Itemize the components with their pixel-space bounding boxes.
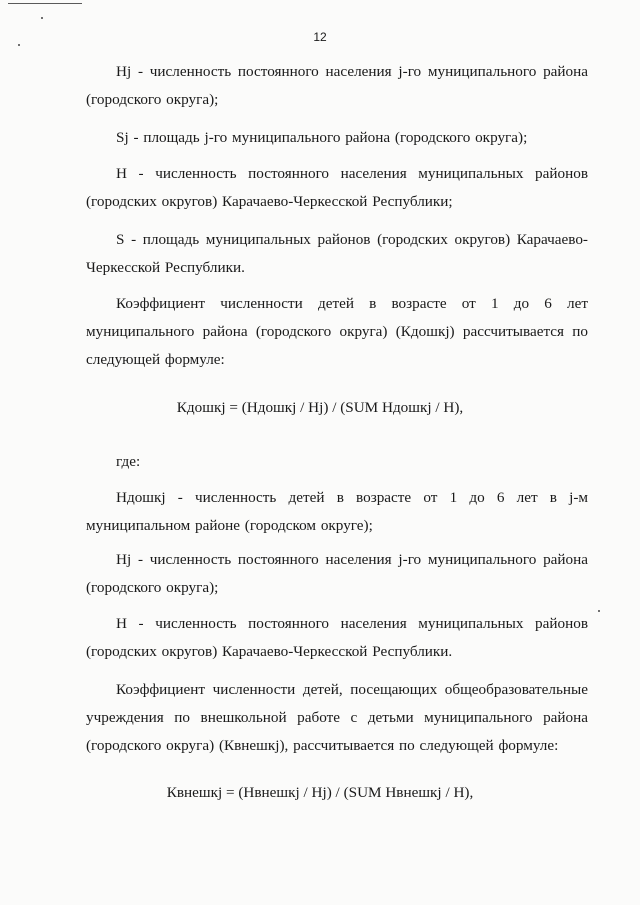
paragraph-h-definition: Н - численность постоянного населения муниципальных районов (городских округов) Карачаево-Черкесской Республики; [86,165,588,210]
paragraph-kvneshk-coefficient: Коэффициент численности детей, посещающих общеобразовательные учреждения по внешкольной работе с детьми муниципального района (городского округа) (Квнешкj), рассчитывается по следующей формуле: [86,681,588,754]
scan-artifact-dot [41,17,43,19]
formula-kdoshk: Кдошкj = (Ндошкj / Hj) / (SUM Ндошкj / Н), [176,399,464,416]
page-number: 12 [313,30,327,44]
scan-artifact-line [8,3,82,4]
paragraph-ndoshk-definition: Ндошкj - численность детей в возрасте от 1 до 6 лет в j-м муниципальном районе (городском округе); [86,489,588,534]
paragraph-hj-definition: Hj - численность постоянного населения j-го муниципального района (городского округа); [86,63,588,108]
scan-artifact-dot [18,44,20,46]
paragraph-s-definition: S - площадь муниципальных районов (городских округов) Карачаево-Черкесской Республики. [86,231,588,276]
paragraph-where: где: [116,453,141,470]
paragraph-h-definition-2: Н - численность постоянного населения муниципальных районов (городских округов) Карачаево-Черкесской Республики. [86,615,588,660]
formula-kvneshk: Квнешкj = (Нвнешкj / Hj) / (SUM Нвнешкj / Н), [166,784,474,801]
paragraph-hj-definition-2: Hj - численность постоянного населения j-го муниципального района (городского округа); [86,551,588,596]
paragraph-kdoshk-coefficient: Коэффициент численности детей в возрасте от 1 до 6 лет муниципального района (городского округа) (Кдошкj) рассчитывается по следующей формуле: [86,295,588,368]
paragraph-sj-definition: Sj - площадь j-го муниципального района (городского округа); [116,129,528,146]
scan-artifact-dot [598,610,600,612]
